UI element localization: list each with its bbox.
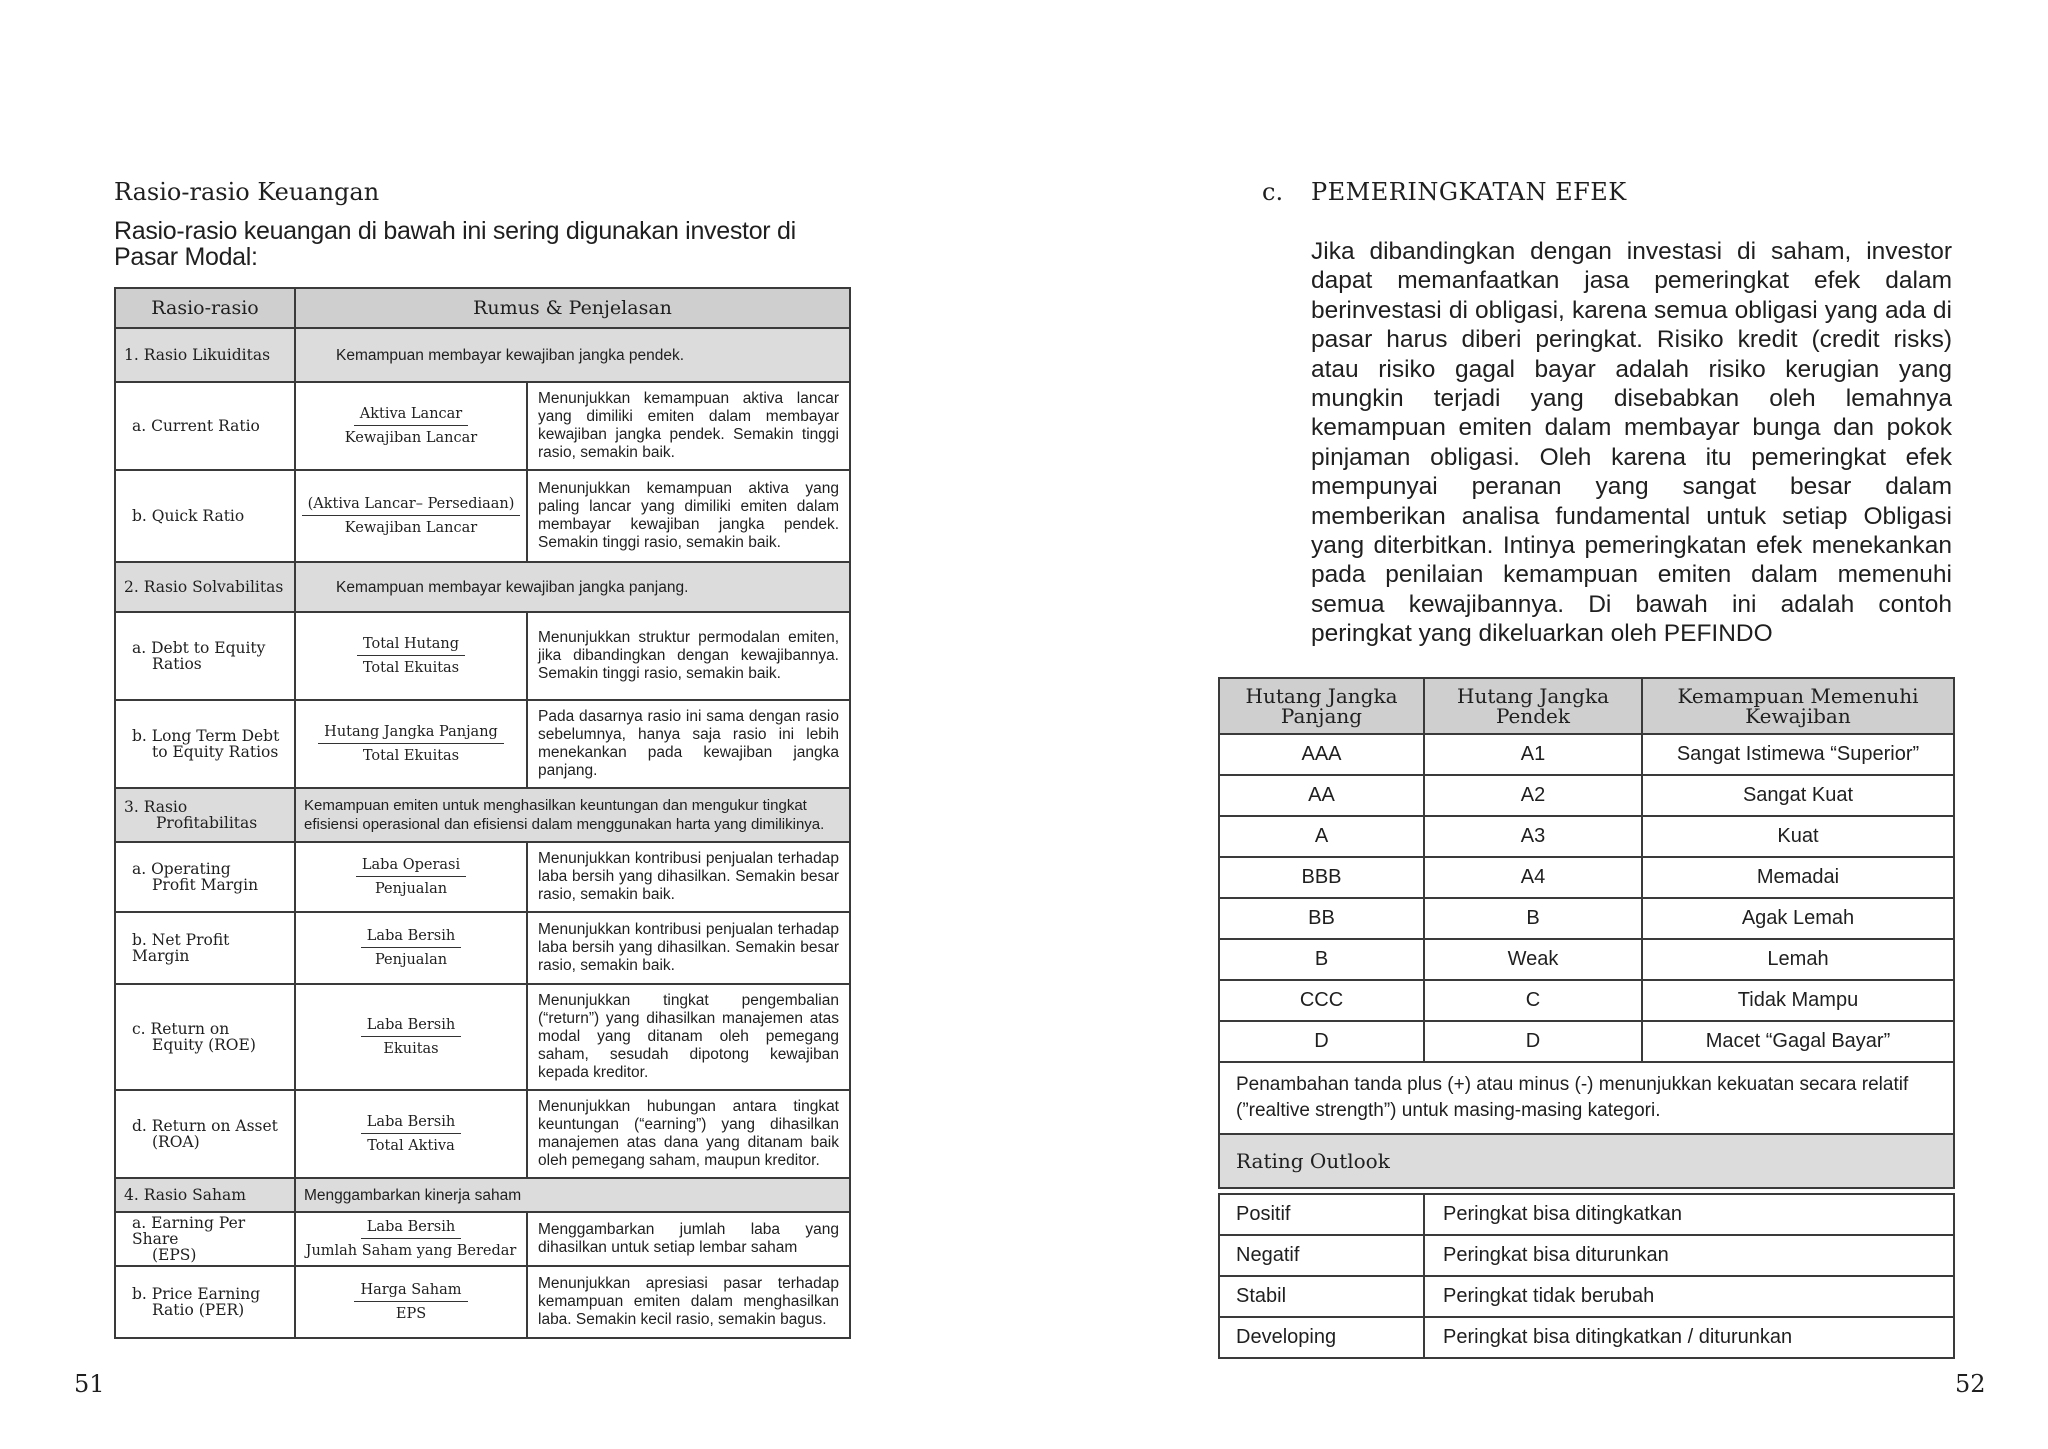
- rating-note-row: [1219, 1062, 1954, 1134]
- outlook-row: [1219, 1317, 1954, 1358]
- rating-short: C: [1424, 980, 1642, 1021]
- ratio-name: d. Return on Asset (ROA): [115, 1090, 295, 1178]
- left-page-intro: Rasio-rasio keuangan di bawah ini sering digunakan investor di Pasar Modal:: [114, 217, 796, 271]
- ratio-name: a. Earning Per Share (EPS): [115, 1212, 295, 1266]
- rating-row: [1219, 816, 1954, 857]
- rating-desc: Memadai: [1642, 857, 1954, 898]
- outlook-name: Positif: [1219, 1194, 1424, 1235]
- rating-row: [1219, 734, 1954, 775]
- ratio-desc: Menunjukkan tingkat pengembalian (“return”) yang dihasilkan manajemen atas modal yang ditanam oleh pemegang saham, sesudah dipotong kewajiban kepada kreditor.: [527, 984, 850, 1090]
- financial-ratios-table: [114, 287, 851, 1339]
- rating-long: D: [1219, 1021, 1424, 1062]
- outlook-name: Stabil: [1219, 1276, 1424, 1317]
- table-row: [115, 382, 850, 470]
- rating-desc: Macet “Gagal Bayar”: [1642, 1021, 1954, 1062]
- section-desc: Kemampuan membayar kewajiban jangka panjang.: [295, 562, 850, 612]
- section-title: PEMERINGKATAN EFEK: [1311, 178, 1627, 206]
- rating-short: A2: [1424, 775, 1642, 816]
- page-number-left: 51: [74, 1370, 105, 1398]
- rating-table: [1218, 677, 1955, 1359]
- ratio-formula: Laba Bersih Ekuitas: [295, 984, 527, 1090]
- outlook-row: [1219, 1276, 1954, 1317]
- ratio-name: a. Current Ratio: [115, 382, 295, 470]
- rating-long: B: [1219, 939, 1424, 980]
- rating-long: AAA: [1219, 734, 1424, 775]
- rating-desc: Sangat Kuat: [1642, 775, 1954, 816]
- header-formula: Rumus & Penjelasan: [295, 288, 850, 328]
- rating-long: AA: [1219, 775, 1424, 816]
- outlook-name: Developing: [1219, 1317, 1424, 1358]
- table-row: [115, 984, 850, 1090]
- section-row: [115, 328, 850, 382]
- outlook-desc: Peringkat bisa diturunkan: [1424, 1235, 1954, 1276]
- table-row: [115, 470, 850, 562]
- ratio-formula: Laba Bersih Total Aktiva: [295, 1090, 527, 1178]
- header-ratios: Rasio-rasio: [115, 288, 295, 328]
- ratio-name: b. Quick Ratio: [115, 470, 295, 562]
- rating-desc: Lemah: [1642, 939, 1954, 980]
- ratio-formula: Harga Saham EPS: [295, 1266, 527, 1338]
- table-row: [115, 842, 850, 912]
- ratio-desc: Menunjukkan struktur permodalan emiten, jika dibandingkan dengan kewajibannya. Semakin tinggi rasio, semakin baik.: [527, 612, 850, 700]
- table-row: [115, 700, 850, 788]
- section-desc: Kemampuan membayar kewajiban jangka pendek.: [295, 328, 850, 382]
- ratio-name: a. Debt to Equity Ratios: [115, 612, 295, 700]
- rating-long: BBB: [1219, 857, 1424, 898]
- ratio-desc: Menunjukkan kemampuan aktiva lancar yang dimiliki emiten dalam membayar kewajiban jangka pendek. Semakin tinggi rasio, semakin baik.: [527, 382, 850, 470]
- rating-long: A: [1219, 816, 1424, 857]
- section-row: [115, 1178, 850, 1212]
- rating-row: [1219, 857, 1954, 898]
- outlook-desc: Peringkat bisa ditingkatkan: [1424, 1194, 1954, 1235]
- rating-row: [1219, 775, 1954, 816]
- rating-desc: Sangat Istimewa “Superior”: [1642, 734, 1954, 775]
- rating-desc: Agak Lemah: [1642, 898, 1954, 939]
- rating-row: [1219, 1021, 1954, 1062]
- rating-short: A4: [1424, 857, 1642, 898]
- ratio-name: c. Return on Equity (ROE): [115, 984, 295, 1090]
- ratio-formula: Hutang Jangka Panjang Total Ekuitas: [295, 700, 527, 788]
- rating-note: Penambahan tanda plus (+) atau minus (-) menunjukkan kekuatan secara relatif (”realtive strength”) untuk masing-masing kategori.: [1219, 1062, 1954, 1134]
- section-name: 1. Rasio Likuiditas: [115, 328, 295, 382]
- rating-row: [1219, 980, 1954, 1021]
- section-desc: Menggambarkan kinerja saham: [295, 1178, 850, 1212]
- section-name: 3. Rasio Profitabilitas: [115, 788, 295, 842]
- header-capability: Kemampuan Memenuhi Kewajiban: [1642, 678, 1954, 734]
- section-paragraph: Jika dibandingkan dengan investasi di saham, investor dapat memanfaatkan jasa pemeringkat efek dalam berinvestasi di obligasi, karena semua obligasi yang ada di pasar harus diberi peringkat. Risiko kredit (credit risks) atau risiko gagal bayar adalah risiko kerugian yang mungkin terjadi yang disebabkan oleh lemahnya kemampuan emiten dalam membayar bunga dan pokok pinjaman obligasi. Oleh karena itu pemeringkat efek mempunyai peranan yang sangat besar dalam memberikan analisa fundamental untuk setiap Obligasi yang diterbitkan. Intinya pemeringkatan efek menekankan pada penilaian kemampuan emiten dalam memenuhi semua kewajibannya. Di bawah ini adalah contoh peringkat yang dikeluarkan oleh PEFINDO: [1311, 238, 1952, 648]
- table-row: [115, 912, 850, 984]
- ratio-name: b. Long Term Debt to Equity Ratios: [115, 700, 295, 788]
- ratio-formula: Laba Bersih Penjualan: [295, 912, 527, 984]
- ratio-name: a. Operating Profit Margin: [115, 842, 295, 912]
- ratio-formula: Laba Bersih Jumlah Saham yang Beredar: [295, 1212, 527, 1266]
- ratio-name: b. Price Earning Ratio (PER): [115, 1266, 295, 1338]
- rating-long: CCC: [1219, 980, 1424, 1021]
- rating-short: D: [1424, 1021, 1642, 1062]
- ratio-formula: Total Hutang Total Ekuitas: [295, 612, 527, 700]
- rating-short: B: [1424, 898, 1642, 939]
- outlook-row: [1219, 1194, 1954, 1235]
- rating-long: BB: [1219, 898, 1424, 939]
- section-row: [115, 562, 850, 612]
- ratio-desc: Menunjukkan kontribusi penjualan terhadap laba bersih yang dihasilkan. Semakin besar rasio, semakin baik.: [527, 912, 850, 984]
- ratio-desc: Pada dasarnya rasio ini sama dengan rasio sebelumnya, hanya saja rasio ini lebih menekankan pada kewajiban jangka panjang.: [527, 700, 850, 788]
- ratio-formula: (Aktiva Lancar– Persediaan) Kewajiban Lancar: [295, 470, 527, 562]
- table-row: [115, 1090, 850, 1178]
- section-desc: Kemampuan emiten untuk menghasilkan keuntungan dan mengukur tingkat efisiensi operasional dan efisiensi dalam menggunakan harta yang dimilikinya.: [295, 788, 850, 842]
- ratio-desc: Menunjukkan kemampuan aktiva yang paling lancar yang dimiliki emiten dalam membayar kewajiban jangka pendek. Semakin tinggi rasio, semakin baik.: [527, 470, 850, 562]
- outlook-header-row: [1219, 1134, 1954, 1188]
- page-number-right: 52: [1955, 1370, 1986, 1398]
- section-row: [115, 788, 850, 842]
- outlook-desc: Peringkat tidak berubah: [1424, 1276, 1954, 1317]
- outlook-desc: Peringkat bisa ditingkatkan / diturunkan: [1424, 1317, 1954, 1358]
- rating-row: [1219, 939, 1954, 980]
- table-row: [115, 1266, 850, 1338]
- rating-desc: Tidak Mampu: [1642, 980, 1954, 1021]
- rating-short: Weak: [1424, 939, 1642, 980]
- rating-short: A3: [1424, 816, 1642, 857]
- ratio-formula: Aktiva Lancar Kewajiban Lancar: [295, 382, 527, 470]
- rating-row: [1219, 898, 1954, 939]
- ratio-desc: Menunjukkan apresiasi pasar terhadap kemampuan emiten dalam menghasilkan laba. Semakin kecil rasio, semakin bagus.: [527, 1266, 850, 1338]
- outlook-header: Rating Outlook: [1219, 1134, 1954, 1188]
- rating-desc: Kuat: [1642, 816, 1954, 857]
- rating-header-row: [1219, 678, 1954, 734]
- header-long-term: Hutang Jangka Panjang: [1219, 678, 1424, 734]
- table-row: [115, 612, 850, 700]
- table-header-row: [115, 288, 850, 328]
- ratio-name: b. Net Profit Margin: [115, 912, 295, 984]
- ratio-desc: Menggambarkan jumlah laba yang dihasilkan untuk setiap lembar saham: [527, 1212, 850, 1266]
- outlook-name: Negatif: [1219, 1235, 1424, 1276]
- section-name: 2. Rasio Solvabilitas: [115, 562, 295, 612]
- ratio-desc: Menunjukkan hubungan antara tingkat keuntungan (“earning”) yang dihasilkan manajemen atas dana yang ditanam baik oleh pemegang saham, maupun kreditor.: [527, 1090, 850, 1178]
- ratio-desc: Menunjukkan kontribusi penjualan terhadap laba bersih yang dihasilkan. Semakin besar rasio, semakin baik.: [527, 842, 850, 912]
- outlook-row: [1219, 1235, 1954, 1276]
- ratio-formula: Laba Operasi Penjualan: [295, 842, 527, 912]
- rating-short: A1: [1424, 734, 1642, 775]
- left-page-title: Rasio-rasio Keuangan: [114, 178, 380, 206]
- header-short-term: Hutang Jangka Pendek: [1424, 678, 1642, 734]
- section-letter: c.: [1262, 178, 1284, 206]
- section-name: 4. Rasio Saham: [115, 1178, 295, 1212]
- table-row: [115, 1212, 850, 1266]
